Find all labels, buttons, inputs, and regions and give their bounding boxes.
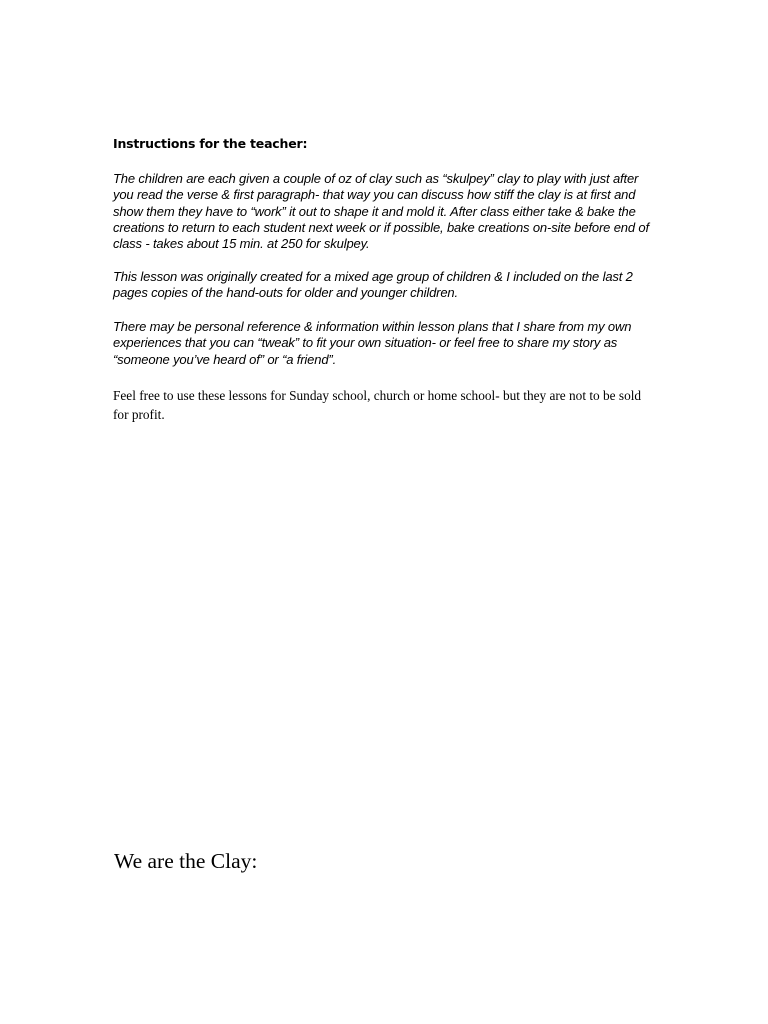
usage-note: Feel free to use these lessons for Sunday school, church or home school- but they are not to be sold for profit. <box>113 388 642 422</box>
instructions-paragraph-clay: The children are each given a couple of oz of clay such as “skulpey” clay to play with just after you read the verse & first paragraph- that way you can discuss how stiff the clay is at first and show them they have to “work” it out to shape it and mold it. After class either take & bake the creations to return to each student next week or if possible, bake creations on-site before end of class - takes about 15 min. at 250 for skulpey. <box>113 171 649 252</box>
instructions-heading: Instructions for the teacher: <box>113 136 308 151</box>
instructions-paragraph-personal-reference: There may be personal reference & information within lesson plans that I share from my own experiences that you can “tweak” to fit your own situation- or feel free to share my story as “someone you’ve heard of” or “a friend”. <box>113 319 632 367</box>
instructions-paragraph-age-groups: This lesson was originally created for a mixed age group of children & I included on the last 2 pages copies of the hand-outs for older and younger children. <box>113 269 633 301</box>
lesson-title: We are the Clay: <box>114 849 258 873</box>
